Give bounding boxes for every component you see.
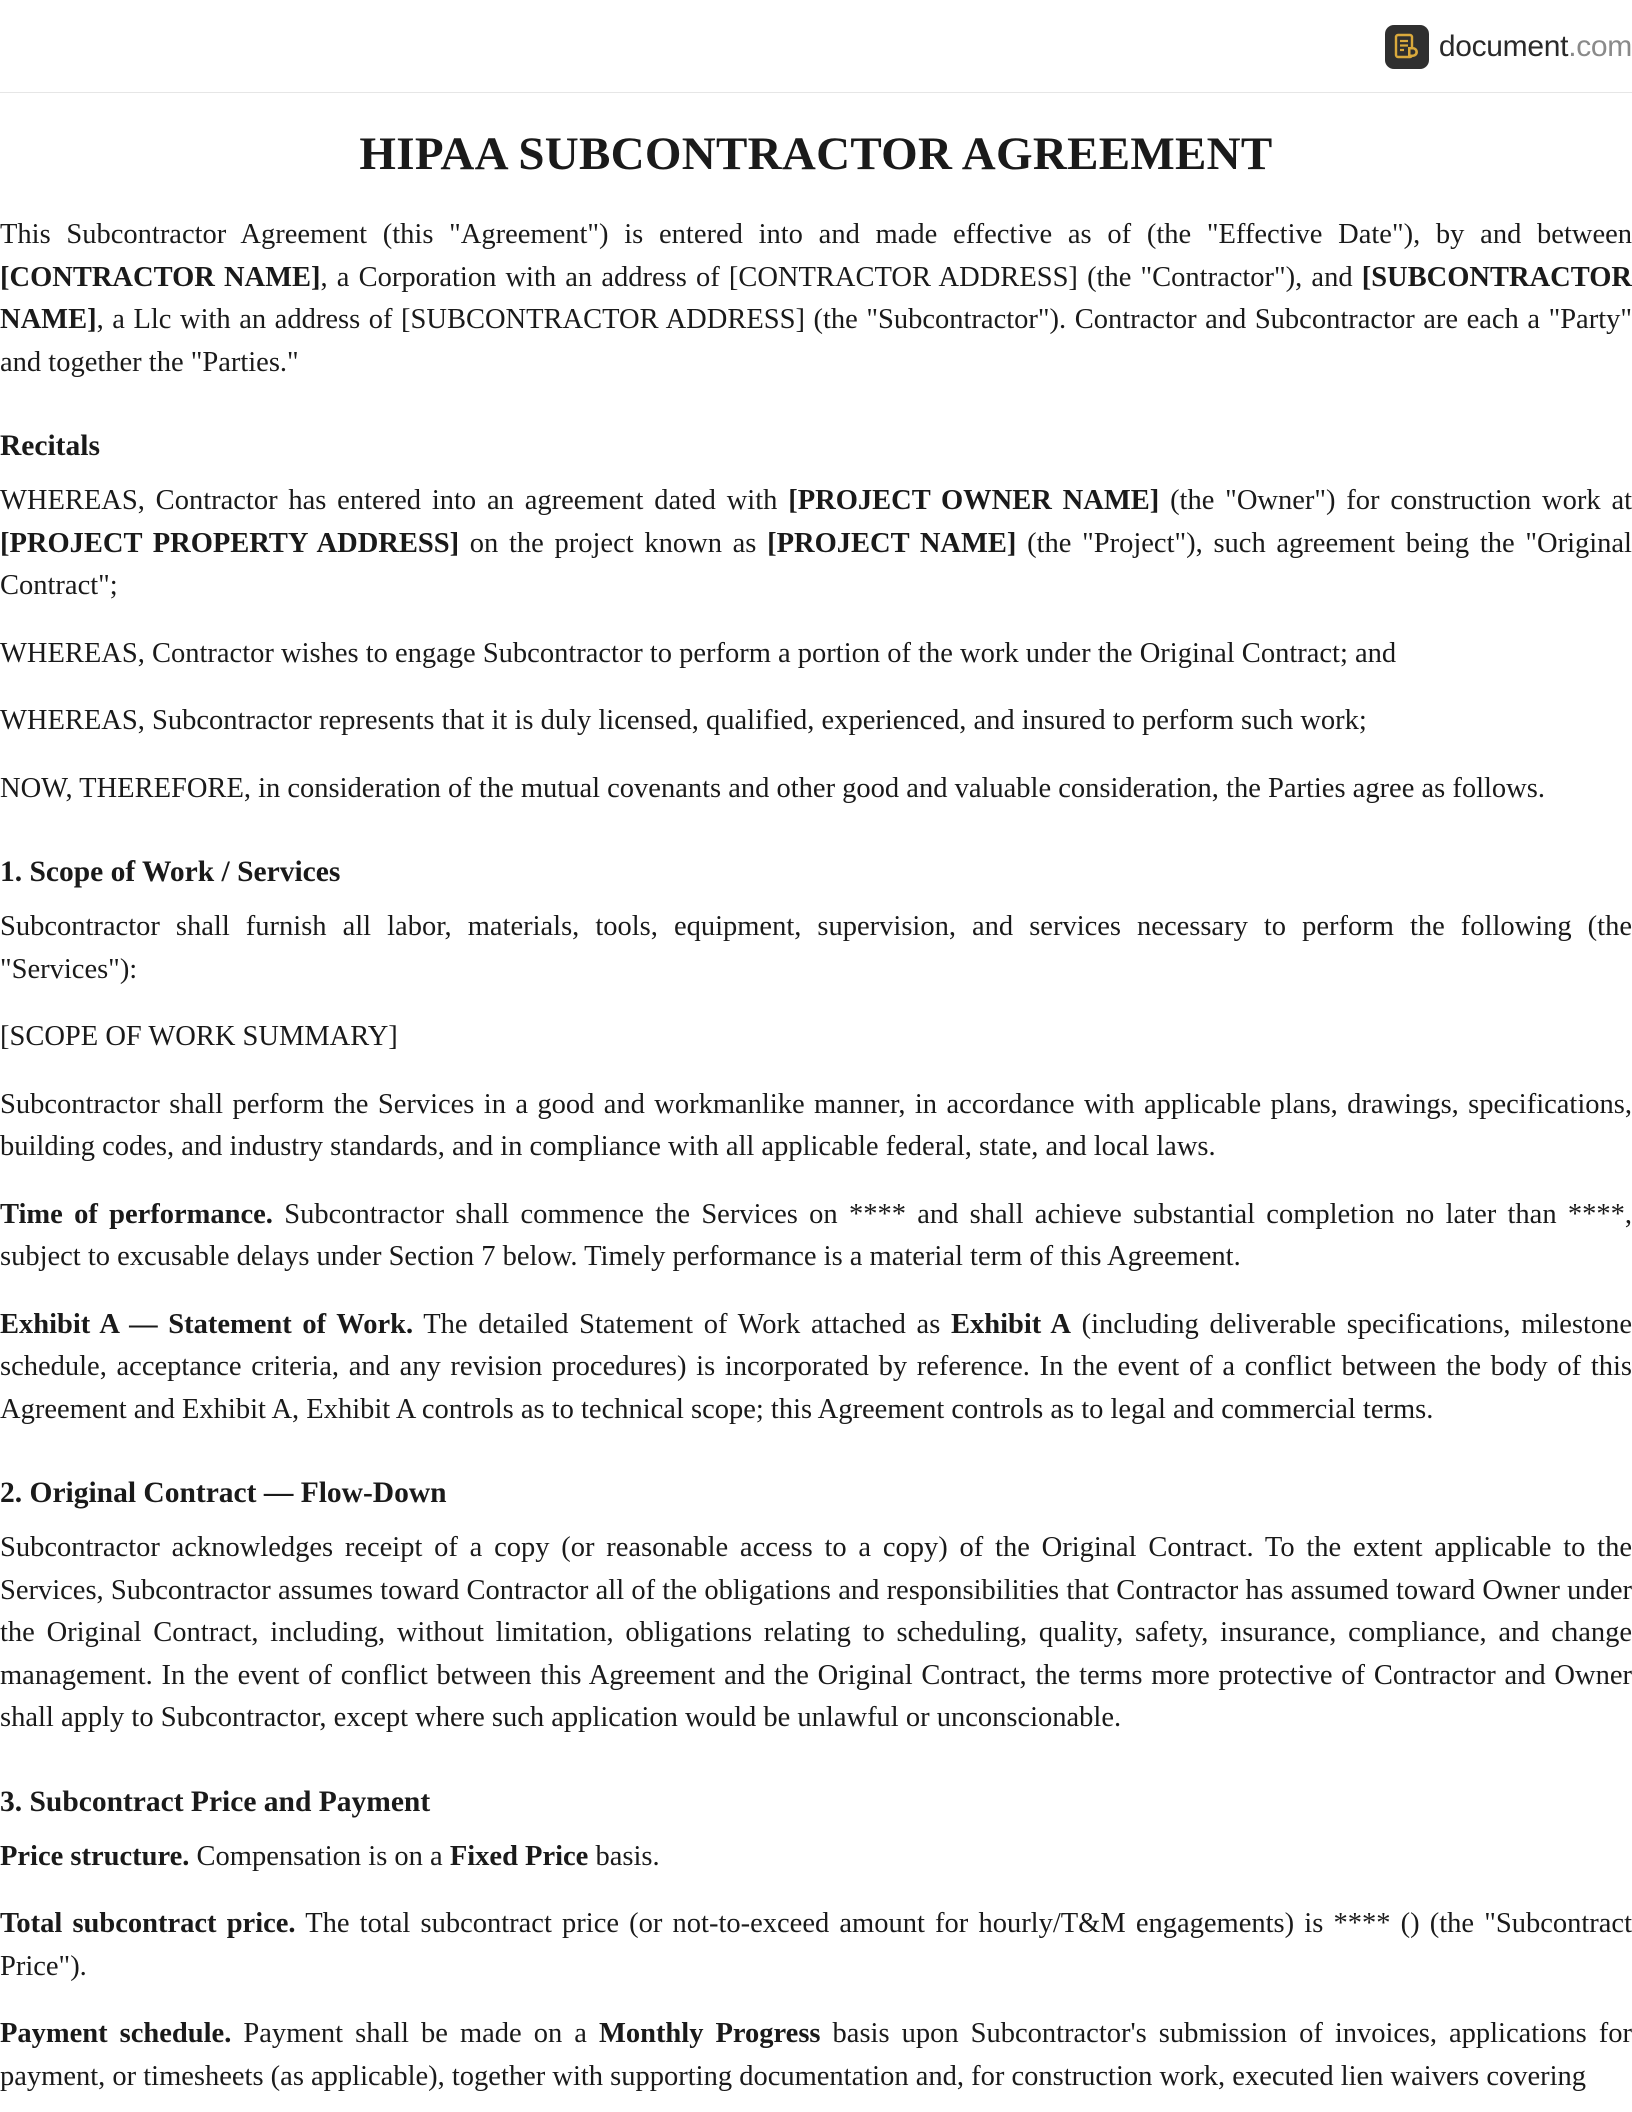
bold-run: [SUBCONTRACTOR NAME] bbox=[0, 261, 1632, 335]
text-run: The detailed Statement of Work attached as bbox=[413, 1308, 951, 1340]
text-run: (including deliverable specifications, milestone schedule, acceptance criteria, and any revision procedures) is incorporated by reference. In the event of a conflict between the body of this Agreement and Exhibit A, Exhibit A controls as to technical scope; this Agreement controls as to legal and commercial terms. bbox=[0, 1308, 1632, 1425]
bold-run: [PROJECT PROPERTY ADDRESS] bbox=[0, 527, 460, 559]
document-title: HIPAA SUBCONTRACTOR AGREEMENT bbox=[359, 128, 1273, 180]
section-heading: 2. Original Contract — Flow-Down bbox=[0, 1477, 447, 1509]
text-run: basis. bbox=[588, 1840, 660, 1872]
recital-paragraph bbox=[0, 480, 1632, 608]
section-heading: 1. Scope of Work / Services bbox=[0, 856, 341, 888]
text-run: Subcontractor shall commence the Services on **** and shall achieve substantial completion no later than ****, subject to excusable delays under Section 7 below. Timely performance is a material term of this Agreement. bbox=[0, 1198, 1632, 1272]
bold-run: Exhibit A — Statement of Work. bbox=[0, 1308, 414, 1340]
text-run: , a Corporation with an address of [CONTRACTOR ADDRESS] (the "Contractor"), and bbox=[320, 261, 1362, 293]
section-heading: 3. Subcontract Price and Payment bbox=[0, 1785, 431, 1818]
text-run: The total subcontract price (or not-to-exceed amount for hourly/T&M engagements) is **** () (the "Subcontract Price"). bbox=[0, 1908, 1632, 1982]
text-run: Payment shall be made on a bbox=[231, 2018, 599, 2049]
document-body bbox=[0, 114, 1632, 2098]
bold-run: Price structure. bbox=[0, 1840, 190, 1872]
section-paragraph: Subcontractor shall perform the Services in a good and workmanlike manner, in accordance with applicable plans, drawings, specifications, building codes, and industry standards, and in compliance with all applicable federal, state, and local laws. bbox=[0, 1088, 1632, 1162]
section-paragraph bbox=[0, 1304, 1632, 1432]
text-run: WHEREAS, Contractor has entered into an agreement dated with bbox=[0, 485, 789, 516]
bold-run: Exhibit A bbox=[950, 1308, 1071, 1340]
section-paragraph: Subcontractor shall furnish all labor, materials, tools, equipment, supervision, and services necessary to perform the following (the "Services"): bbox=[0, 911, 1632, 985]
brand-tld: .com bbox=[1568, 30, 1632, 63]
brand-wordmark bbox=[1439, 30, 1632, 64]
bold-run: Time of performance. bbox=[0, 1198, 273, 1230]
document-logo-icon bbox=[1385, 25, 1429, 69]
brand-logo-link[interactable] bbox=[1385, 25, 1632, 69]
recitals-heading: Recitals bbox=[0, 430, 100, 462]
recital-paragraph: WHEREAS, Subcontractor represents that it is duly licensed, qualified, experienced, and insured to perform such work; bbox=[0, 705, 1367, 736]
text-run: Compensation is on a bbox=[189, 1840, 450, 1872]
recital-paragraph: WHEREAS, Contractor wishes to engage Subcontractor to perform a portion of the work under the Original Contract; and bbox=[0, 637, 1397, 669]
bold-run: Fixed Price bbox=[449, 1840, 589, 1872]
text-run: on the project known as bbox=[459, 527, 768, 559]
section-paragraph bbox=[0, 1903, 1632, 1988]
bold-run: [CONTRACTOR NAME] bbox=[0, 261, 321, 293]
brand-name: document bbox=[1438, 30, 1569, 63]
bold-run: Monthly Progress bbox=[598, 2018, 821, 2049]
section-paragraph bbox=[0, 1194, 1632, 1279]
text-run: (the "Owner") for construction work at bbox=[1159, 485, 1632, 516]
text-run: basis upon Subcontractor's submission of invoices, applications for payment, or timesheets (as applicable), together with supporting documentation and, for construction work, executed lien waivers covering bbox=[0, 2018, 1632, 2092]
text-run: (the "Project"), such agreement being the "Original Contract"; bbox=[0, 527, 1632, 601]
section-paragraph: Subcontractor acknowledges receipt of a copy (or reasonable access to a copy) of the Original Contract. To the extent applicable to the Services, Subcontractor assumes toward Contractor all of the obligations and responsibilities that Contractor has assumed toward Owner under the Original Contract, including, without limitation, obligations relating to scheduling, quality, safety, insurance, compliance, and change management. In the event of conflict between this Agreement and the Original Contract, the terms more protective of Contractor and Owner shall apply to Subcontractor, except where such application would be unlawful or unconscionable. bbox=[0, 1532, 1632, 1733]
section-paragraph bbox=[0, 1836, 1632, 1879]
text-run: This Subcontractor Agreement (this "Agreement") is entered into and made effective as of (the "Effective Date"), by and between bbox=[0, 219, 1632, 250]
bold-run: Total subcontract price. bbox=[0, 1908, 296, 1939]
recital-paragraph: NOW, THEREFORE, in consideration of the mutual covenants and other good and valuable consideration, the Parties agree as follows. bbox=[0, 772, 1545, 804]
section-paragraph bbox=[0, 2013, 1632, 2098]
text-run: , a Llc with an address of [SUBCONTRACTOR ADDRESS] (the "Subcontractor"). Contractor and Subcontractor are each a "Party" and together the "Parties." bbox=[0, 304, 1632, 378]
bold-run: [PROJECT NAME] bbox=[767, 527, 1017, 559]
page-header bbox=[0, 0, 1632, 93]
intro-paragraph bbox=[0, 214, 1632, 384]
bold-run: Payment schedule. bbox=[0, 2018, 232, 2049]
bold-run: [PROJECT OWNER NAME] bbox=[788, 485, 1160, 516]
section-paragraph: [SCOPE OF WORK SUMMARY] bbox=[0, 1021, 398, 1052]
